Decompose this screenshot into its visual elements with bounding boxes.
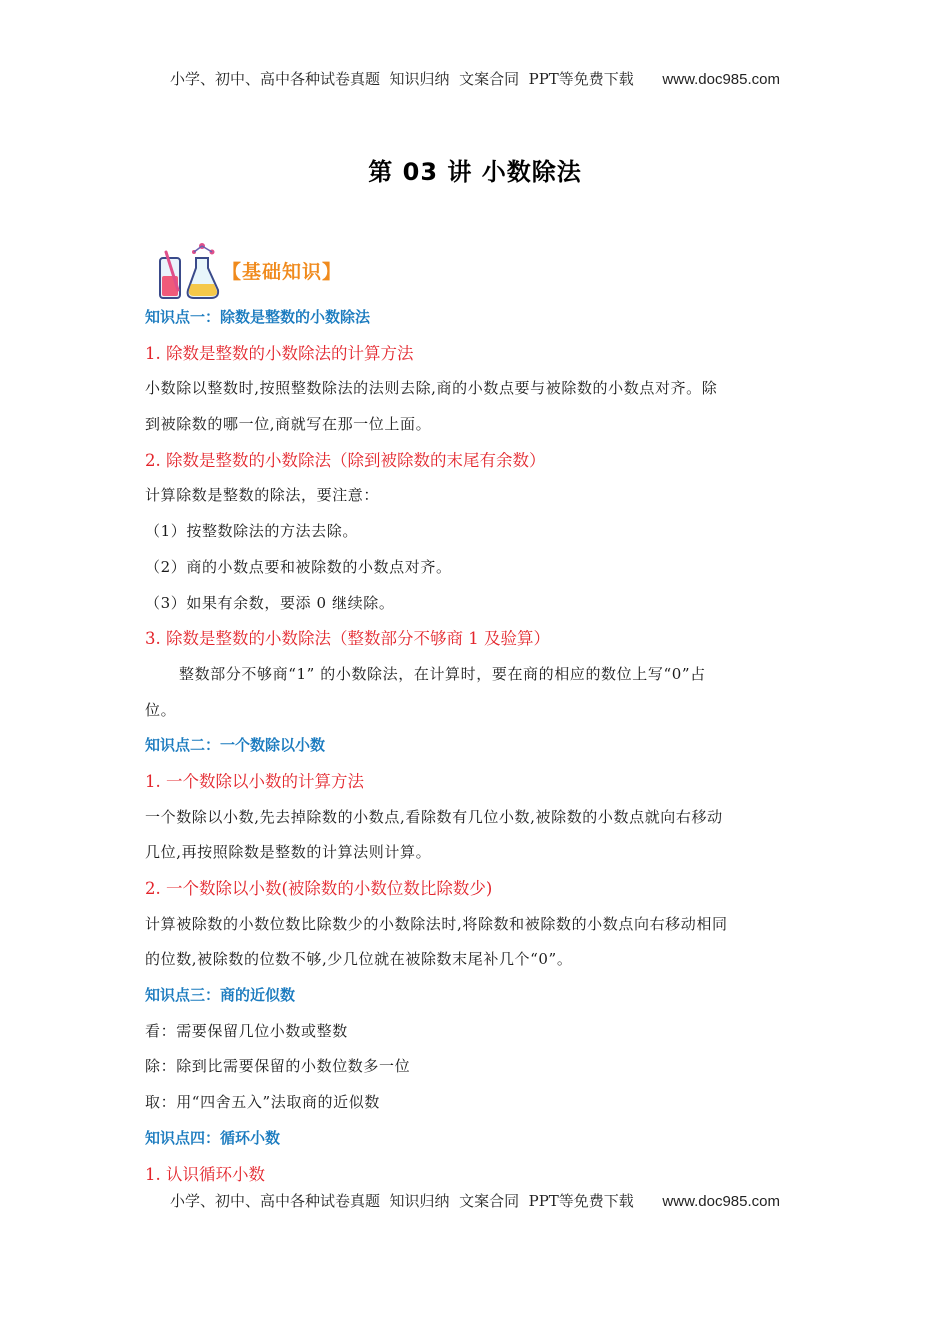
body-line: 除：除到比需要保留的小数位数多一位 xyxy=(145,1057,411,1076)
flask-icon xyxy=(156,238,220,302)
subheading: 1. 除数是整数的小数除法的计算方法 xyxy=(145,343,414,363)
body-line: 取：用“四舍五入”法取商的近似数 xyxy=(145,1093,380,1112)
section-label: 【基础知识】 xyxy=(222,260,343,283)
body-line: （1）按整数除法的方法去除。 xyxy=(145,522,358,541)
page-footer xyxy=(0,1190,950,1211)
page-header xyxy=(0,68,950,89)
header-text: 小学、初中、高中各种试卷真题 知识归纳 文案合同 PPT等免费下载 xyxy=(170,70,634,88)
body-line: 几位,再按照除数是整数的计算法则计算。 xyxy=(145,843,432,862)
subheading: 2. 除数是整数的小数除法（除到被除数的末尾有余数） xyxy=(145,450,546,470)
knowledge-point-heading: 知识点四：循环小数 xyxy=(145,1128,281,1147)
body-line: 计算除数是整数的除法，要注意： xyxy=(145,486,380,505)
basics-section-header xyxy=(156,238,342,302)
body-line: 小数除以整数时,按照整数除法的法则去除,商的小数点要与被除数的小数点对齐。除 xyxy=(145,379,718,398)
footer-site: www.doc985.com xyxy=(662,1193,780,1210)
body-line: 到被除数的哪一位,商就写在那一位上面。 xyxy=(145,415,432,434)
subheading: 2. 一个数除以小数(被除数的小数位数比除数少) xyxy=(145,879,493,898)
content xyxy=(145,300,810,1192)
body-line: 一个数除以小数,先去掉除数的小数点,看除数有几位小数,被除数的小数点就向右移动 xyxy=(145,807,723,826)
knowledge-point-heading: 知识点一：除数是整数的小数除法 xyxy=(145,308,371,326)
subheading: 1. 认识循环小数 xyxy=(145,1164,265,1184)
body-line: 位。 xyxy=(145,700,177,719)
body-line: （2）商的小数点要和被除数的小数点对齐。 xyxy=(145,557,452,576)
knowledge-point-heading: 知识点三：商的近似数 xyxy=(145,986,296,1005)
body-line: （3）如果有余数，要添 0 继续除。 xyxy=(145,593,395,612)
header-site: www.doc985.com xyxy=(662,71,780,88)
body-line: 计算被除数的小数位数比除数少的小数除法时,将除数和被除数的小数点向右移动相同 xyxy=(145,914,728,933)
knowledge-point-heading: 知识点二：一个数除以小数 xyxy=(145,736,326,755)
body-line: 整数部分不够商“1” 的小数除法，在计算时，要在商的相应的数位上写“0”占 xyxy=(179,664,706,683)
footer-text: 小学、初中、高中各种试卷真题 知识归纳 文案合同 PPT等免费下载 xyxy=(170,1192,634,1210)
subheading: 1. 一个数除以小数的计算方法 xyxy=(145,771,364,791)
body-line: 的位数,被除数的位数不够,少几位就在被除数末尾补几个“0”。 xyxy=(145,950,573,969)
page-title: 第 03 讲 小数除法 xyxy=(368,158,582,186)
subheading: 3. 除数是整数的小数除法（整数部分不够商 1 及验算） xyxy=(145,629,550,649)
body-line: 看：需要保留几位小数或整数 xyxy=(145,1021,348,1040)
